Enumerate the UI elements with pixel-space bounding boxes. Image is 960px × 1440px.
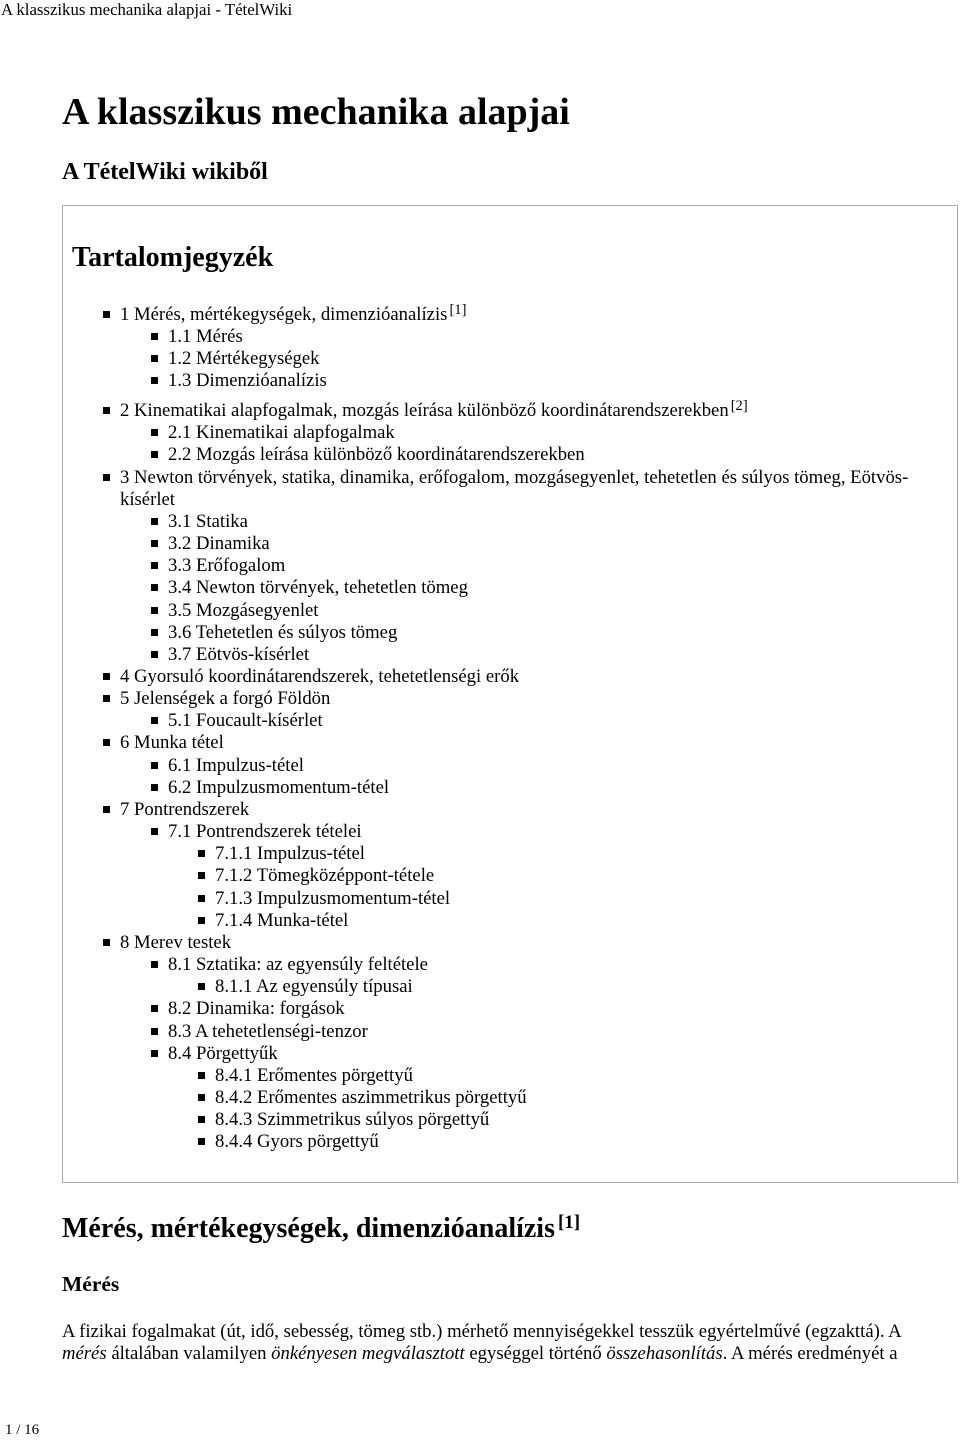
toc-link[interactable]	[120, 688, 330, 709]
bullet-icon	[151, 540, 158, 547]
toc-link[interactable]	[168, 821, 362, 842]
toc-link[interactable]	[215, 1109, 489, 1130]
toc-title: Tartalomjegyzék	[72, 242, 274, 273]
toc-sublist	[215, 976, 952, 998]
toc-line	[120, 666, 952, 688]
toc-line	[168, 954, 952, 976]
toc-line	[168, 444, 952, 466]
toc-number: 6	[120, 732, 130, 754]
toc-number: 7.1	[168, 821, 192, 843]
toc-entry	[168, 622, 952, 644]
toc-number: 2	[120, 400, 130, 422]
bullet-icon	[151, 451, 158, 458]
section-reference	[558, 1212, 580, 1233]
toc-number: 3.3	[168, 555, 192, 577]
toc-sublist	[168, 511, 952, 666]
toc-text: Mozgás leírása különböző koordinátarendszerekben	[196, 444, 585, 466]
toc-line	[215, 1109, 952, 1131]
toc-text: Dinamika	[196, 533, 270, 555]
toc-link[interactable]	[168, 370, 327, 391]
toc-entry	[215, 888, 952, 910]
bullet-icon	[103, 407, 110, 414]
toc-text: Impulzus-tétel	[196, 754, 304, 776]
paragraph-text: egységgel történő	[464, 1342, 607, 1364]
bullet-icon	[151, 333, 158, 340]
toc-line	[168, 777, 952, 799]
toc-number: 8.4.2	[215, 1086, 253, 1108]
toc-line	[215, 910, 952, 932]
toc-line	[168, 370, 952, 392]
toc-entry	[168, 1021, 952, 1043]
toc-text: Foucault-kísérlet	[196, 710, 323, 732]
bullet-icon	[151, 717, 158, 724]
toc-number: 1.1	[168, 325, 192, 347]
bullet-icon	[151, 651, 158, 658]
toc-line	[168, 511, 952, 533]
toc-link[interactable]	[215, 888, 450, 909]
toc-entry	[215, 843, 952, 865]
bullet-icon	[151, 584, 158, 591]
toc-link[interactable]	[168, 348, 320, 369]
toc-line	[120, 799, 952, 821]
toc-number: 8.4	[168, 1042, 192, 1064]
paragraph-text: A fizikai fogalmakat (út, idő, sebesség, tömeg stb.) mérhető mennyiségekkel tesszük egyértelművé (egzakttá). A	[62, 1320, 901, 1342]
toc-number: 8.4.1	[215, 1064, 253, 1086]
bullet-icon	[198, 872, 205, 879]
paragraph-text: általában valamilyen	[106, 1342, 272, 1364]
bullet-icon	[103, 311, 110, 318]
print-header-title: A klasszikus mechanika alapjai - TételWiki	[1, 0, 293, 19]
toc-sublist	[168, 755, 952, 799]
reference-link[interactable]: [2]	[730, 398, 748, 415]
toc-entry	[168, 348, 952, 370]
toc-sublist	[215, 843, 952, 932]
toc-number: 8	[120, 931, 130, 953]
toc-entry	[120, 732, 952, 798]
toc-number: 6.1	[168, 754, 192, 776]
toc-line	[120, 732, 952, 754]
toc-reference	[449, 302, 466, 318]
toc-text: Jelenségek a forgó Földön	[134, 688, 331, 710]
toc-entry	[168, 326, 952, 348]
bullet-icon	[198, 917, 205, 924]
toc-entry	[168, 370, 952, 392]
toc-text: Az egyensúly típusai	[256, 976, 413, 998]
toc-entry	[168, 600, 952, 622]
toc-text: Erőmentes pörgettyű	[257, 1064, 413, 1086]
toc-entry	[168, 444, 952, 466]
toc-text: Impulzusmomentum-tétel	[196, 776, 390, 798]
toc-number: 1	[120, 303, 130, 325]
toc-link[interactable]	[120, 400, 729, 421]
toc-entry	[168, 422, 952, 444]
toc-text: Dimenzióanalízis	[196, 369, 327, 391]
paragraph-text: . A mérés eredményét a	[722, 1342, 898, 1364]
bullet-icon	[198, 1072, 205, 1079]
toc-text: Eötvös-kísérlet	[196, 643, 310, 665]
toc-line	[168, 348, 952, 370]
toc-link[interactable]	[168, 622, 397, 643]
toc-text: A tehetetlenségi-tenzor	[195, 1020, 368, 1042]
toc-line	[215, 865, 952, 887]
toc-link[interactable]	[215, 1131, 379, 1152]
toc-link[interactable]	[215, 910, 348, 931]
bullet-icon	[103, 474, 110, 481]
toc-entry	[120, 296, 952, 393]
toc-line	[168, 755, 952, 777]
toc-link[interactable]	[168, 755, 304, 776]
toc-line	[168, 821, 952, 843]
toc-entry	[168, 577, 952, 599]
toc-link[interactable]	[215, 976, 413, 997]
toc-number: 8.1.1	[215, 976, 253, 998]
toc-entry	[168, 644, 952, 666]
toc-text: Mérés	[196, 325, 243, 347]
toc-entry	[120, 799, 952, 932]
toc-text: Mértékegységek	[196, 347, 320, 369]
toc-text: Kinematikai alapfogalmak, mozgás leírása különböző koordinátarendszerekben	[134, 400, 729, 422]
toc-text: Pörgettyűk	[196, 1042, 278, 1064]
toc-number: 1.3	[168, 369, 192, 391]
bullet-icon	[151, 355, 158, 362]
toc-entry	[120, 392, 952, 466]
toc-sublist	[168, 821, 952, 932]
bullet-icon	[151, 1005, 158, 1012]
toc-line	[168, 1021, 952, 1043]
toc-number: 3.5	[168, 599, 192, 621]
toc-link[interactable]	[120, 304, 447, 325]
toc-line	[168, 533, 952, 555]
toc-entry	[215, 1065, 952, 1087]
toc-number: 4	[120, 666, 130, 687]
toc-reference	[731, 398, 748, 414]
toc-link[interactable]	[168, 998, 345, 1019]
bullet-icon	[151, 828, 158, 835]
toc-link[interactable]	[120, 467, 908, 510]
page-subtitle: A TételWiki wikiből	[62, 159, 268, 185]
toc-line	[168, 577, 952, 599]
toc-line	[168, 600, 952, 622]
toc-link[interactable]	[168, 533, 270, 554]
toc-link[interactable]	[168, 326, 243, 347]
bullet-icon	[151, 762, 158, 769]
toc-link[interactable]	[168, 644, 309, 665]
toc-number: 7	[120, 798, 130, 820]
toc-link[interactable]	[168, 777, 389, 798]
toc-link[interactable]	[120, 666, 519, 687]
toc-number: 8.4.3	[215, 1109, 253, 1131]
toc-entry	[168, 998, 952, 1020]
toc-line	[168, 1043, 952, 1065]
toc-link[interactable]	[168, 577, 468, 598]
toc-entry	[215, 910, 952, 932]
toc-list	[120, 296, 952, 1154]
toc-line	[120, 932, 952, 954]
bullet-icon	[151, 1028, 158, 1035]
toc-line	[168, 326, 952, 348]
toc-line	[215, 888, 952, 910]
toc-entry	[215, 976, 952, 998]
toc-link[interactable]	[215, 1065, 413, 1086]
toc-number: 6.2	[168, 776, 192, 798]
toc-link[interactable]	[168, 1021, 368, 1042]
toc-entry	[215, 1087, 952, 1109]
toc-text: Pontrendszerek	[134, 798, 250, 820]
emphasized-text: önkényesen megválasztott	[271, 1342, 465, 1364]
toc-entry	[168, 1043, 952, 1154]
bullet-icon	[151, 518, 158, 525]
toc-text: Erőmentes aszimmetrikus pörgettyű	[257, 1086, 527, 1108]
bullet-icon	[151, 1050, 158, 1057]
toc-line	[168, 998, 952, 1020]
page-number: 1 / 16	[5, 1422, 40, 1438]
toc-entry	[215, 1109, 952, 1131]
toc-entry	[120, 467, 952, 666]
toc-line	[215, 1087, 952, 1109]
toc-line	[215, 1131, 952, 1153]
toc-link[interactable]	[215, 843, 365, 864]
toc-text: Kinematikai alapfogalmak	[196, 422, 395, 444]
toc-link[interactable]	[120, 732, 224, 753]
bullet-icon	[151, 629, 158, 636]
toc-sublist	[168, 954, 952, 1153]
emphasized-text: összehasonlítás	[606, 1342, 723, 1364]
toc-entry	[168, 755, 952, 777]
toc-line	[215, 976, 952, 998]
bullet-icon	[103, 695, 110, 702]
toc-sublist	[168, 710, 952, 732]
bullet-icon	[151, 607, 158, 614]
bullet-icon	[151, 429, 158, 436]
toc-link[interactable]	[215, 1087, 527, 1108]
toc-line	[120, 467, 952, 511]
table-of-contents	[62, 205, 958, 1183]
toc-link[interactable]	[168, 600, 319, 621]
toc-text: Merev testek	[134, 931, 232, 953]
emphasized-text: mérés	[62, 1342, 107, 1364]
toc-line	[168, 644, 952, 666]
toc-number: 3.4	[168, 577, 192, 599]
toc-entry	[120, 688, 952, 732]
toc-number: 5.1	[168, 710, 192, 732]
toc-link[interactable]	[120, 799, 249, 820]
toc-text: Impulzusmomentum-tétel	[257, 887, 451, 909]
toc-number: 1.2	[168, 347, 192, 369]
bullet-icon	[198, 1094, 205, 1101]
toc-text: Gyors pörgettyű	[257, 1131, 379, 1153]
toc-entry	[215, 1131, 952, 1153]
toc-number: 8.1	[168, 954, 192, 976]
toc-text: Statika	[196, 510, 248, 532]
toc-entry	[168, 710, 952, 732]
bullet-icon	[103, 806, 110, 813]
toc-entry	[120, 932, 952, 1154]
bullet-icon	[198, 895, 205, 902]
toc-text: Tömegközéppont-tétele	[256, 865, 435, 887]
toc-number: 7.1.3	[215, 887, 253, 909]
toc-text: Sztatika: az egyensúly feltétele	[196, 954, 428, 976]
toc-link[interactable]	[168, 511, 248, 532]
toc-number: 3.1	[168, 510, 192, 532]
toc-text: Munka tétel	[134, 732, 224, 754]
bullet-icon	[198, 1138, 205, 1145]
toc-text: Szimmetrikus súlyos pörgettyű	[257, 1109, 490, 1131]
toc-entry	[215, 865, 952, 887]
toc-text: Gyorsuló koordinátarendszerek, tehetetlenségi erők	[134, 666, 520, 687]
toc-link[interactable]	[168, 1043, 278, 1064]
toc-link[interactable]	[215, 865, 434, 886]
toc-entry	[168, 555, 952, 577]
toc-link[interactable]	[168, 555, 285, 576]
toc-sublist	[168, 326, 952, 392]
bullet-icon	[198, 983, 205, 990]
toc-link[interactable]	[168, 444, 585, 465]
toc-line	[168, 555, 952, 577]
bullet-icon	[103, 939, 110, 946]
toc-number: 3.6	[168, 621, 192, 643]
section-subheading: Mérés	[62, 1272, 120, 1296]
bullet-icon	[151, 961, 158, 968]
bullet-icon	[151, 784, 158, 791]
bullet-icon	[198, 1116, 205, 1123]
toc-list-container	[120, 296, 952, 1154]
toc-line	[120, 688, 952, 710]
toc-text: Mérés, mértékegységek, dimenzióanalízis	[134, 303, 448, 325]
toc-text: Newton törvények, tehetetlen tömeg	[196, 577, 468, 599]
toc-line	[168, 422, 952, 444]
toc-line	[215, 843, 952, 865]
toc-number: 7.1.4	[215, 909, 253, 931]
toc-number: 2.2	[168, 444, 192, 466]
toc-text: Dinamika: forgások	[196, 998, 345, 1020]
bullet-icon	[151, 562, 158, 569]
toc-number: 2.1	[168, 422, 192, 444]
bullet-icon	[151, 377, 158, 384]
toc-entry	[120, 666, 952, 688]
toc-entry	[168, 777, 952, 799]
toc-number: 7.1.2	[215, 865, 253, 887]
toc-number: 3.7	[168, 643, 192, 665]
toc-entry	[168, 511, 952, 533]
reference-link[interactable]: [1]	[449, 301, 467, 318]
bullet-icon	[103, 739, 110, 746]
toc-link[interactable]	[120, 932, 231, 953]
toc-number: 8.2	[168, 998, 192, 1020]
toc-number: 3	[120, 466, 130, 488]
toc-entry	[168, 533, 952, 555]
toc-text: Newton törvények, statika, dinamika, erőfogalom, mozgásegyenlet, tehetetlen és súlyos tömeg, Eötvös-kísérlet	[120, 466, 909, 510]
bullet-icon	[198, 850, 205, 857]
section-heading	[62, 1212, 580, 1246]
toc-text: Mozgásegyenlet	[196, 599, 319, 621]
toc-line	[120, 296, 952, 326]
page-title: A klasszikus mechanika alapjai	[62, 91, 570, 133]
toc-number: 3.2	[168, 533, 192, 555]
bullet-icon	[103, 673, 110, 680]
toc-link[interactable]	[168, 954, 428, 975]
toc-line	[120, 392, 952, 422]
toc-line	[168, 622, 952, 644]
toc-text: Erőfogalom	[196, 555, 286, 577]
toc-number: 7.1.1	[215, 843, 253, 865]
toc-number: 8.4.4	[215, 1131, 253, 1153]
toc-number: 5	[120, 688, 130, 710]
toc-entry	[168, 954, 952, 998]
toc-line	[168, 710, 952, 732]
toc-sublist	[215, 1065, 952, 1154]
toc-text: Tehetetlen és súlyos tömeg	[195, 621, 398, 643]
reference-link[interactable]: [1]	[557, 1212, 581, 1233]
section-heading-text: Mérés, mértékegységek, dimenzióanalízis	[62, 1213, 555, 1244]
toc-number: 8.3	[168, 1020, 192, 1042]
toc-link[interactable]	[168, 422, 395, 443]
toc-text: Pontrendszerek tételei	[196, 821, 362, 843]
toc-entry	[168, 821, 952, 932]
toc-sublist	[168, 422, 952, 466]
toc-text: Impulzus-tétel	[257, 843, 365, 865]
toc-text: Munka-tétel	[257, 909, 349, 931]
toc-line	[215, 1065, 952, 1087]
section-paragraph	[62, 1321, 942, 1365]
toc-link[interactable]	[168, 710, 323, 731]
